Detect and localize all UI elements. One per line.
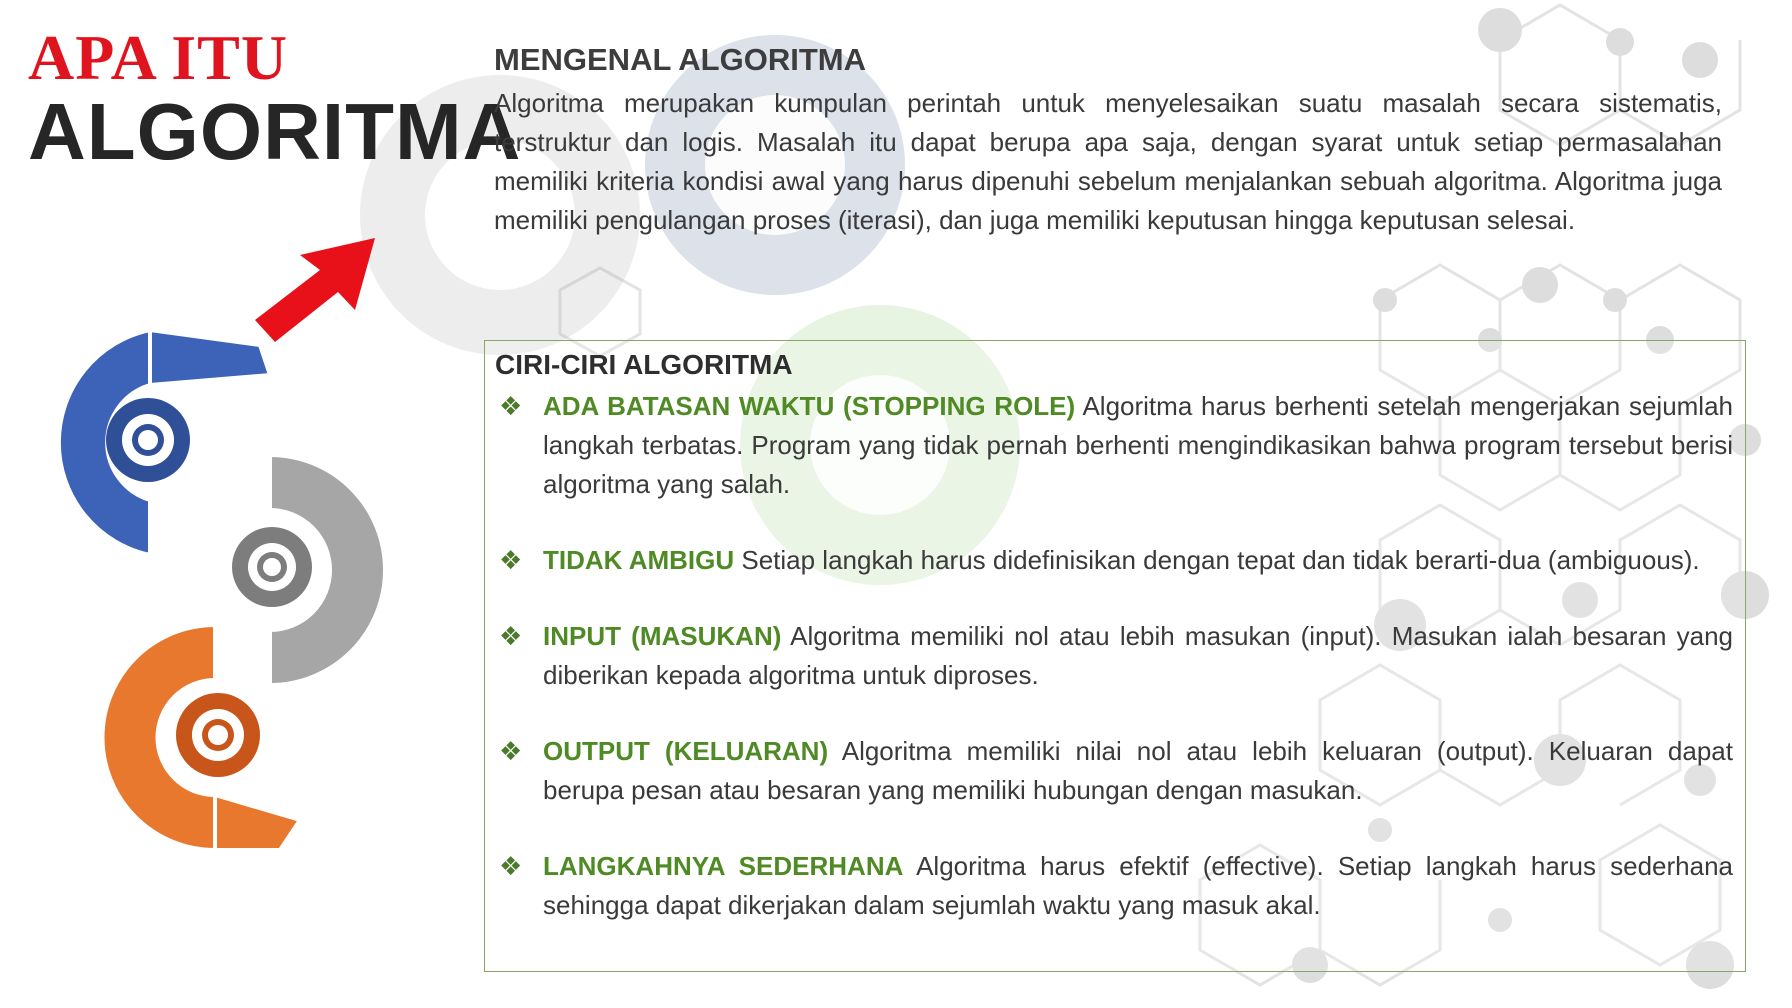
diamond-bullet-icon: ❖ — [499, 391, 523, 421]
intro-heading: MENGENAL ALGORITMA — [494, 42, 866, 77]
gear-orange-icon — [176, 693, 260, 777]
title-algoritma: ALGORITMA — [28, 87, 522, 176]
list-item — [495, 387, 1733, 504]
gear-gray-icon — [232, 527, 312, 607]
list-item — [495, 541, 1733, 580]
item-term: ADA BATASAN WAKTU (STOPPING ROLE) — [543, 391, 1076, 421]
list-item — [495, 732, 1733, 810]
item-term: TIDAK AMBIGU — [543, 545, 735, 575]
list-item — [495, 617, 1733, 695]
diamond-bullet-icon: ❖ — [499, 545, 523, 575]
item-term: LANGKAHNYA SEDERHANA — [543, 851, 904, 881]
intro-paragraph: Algoritma merupakan kumpulan perintah untuk menyelesaikan suatu masalah secara sistematis, terstruktur dan logis. Masalah itu dapat berupa apa saja, dengan syarat untuk setiap permasalahan memiliki kriteria kondisi awal yang harus dipenuhi sebelum menjalankan sebuah algoritma. Algoritma juga memiliki pengulangan proses (iterasi), dan juga memiliki keputusan hingga keputusan selesai. — [494, 88, 1722, 235]
ciri-list — [495, 387, 1733, 925]
title-apa-itu: APA ITU — [28, 22, 289, 93]
orange-arc-tail — [215, 795, 300, 850]
diamond-bullet-icon: ❖ — [499, 736, 523, 766]
gear-blue-icon — [106, 398, 190, 482]
item-term: INPUT (MASUKAN) — [543, 621, 782, 651]
item-description: Algoritma memiliki nol atau lebih masukan (input). Masukan ialah besaran yang diberikan kepada algoritma untuk diproses. — [543, 621, 1733, 690]
item-description: Algoritma memiliki nilai nol atau lebih keluaran (output). Keluaran dapat berupa pesan atau besaran yang memiliki hubungan dengan masukan. — [543, 736, 1733, 805]
item-description: Setiap langkah harus didefinisikan dengan tepat dan tidak berarti-dua (ambiguous). — [734, 545, 1700, 575]
blue-arc-top — [150, 330, 270, 385]
item-description: Algoritma harus berhenti setelah mengerjakan sejumlah langkah terbatas. Program yang tidak pernah berhenti mengindikasikan bahwa program tersebut berisi algoritma yang salah. — [543, 391, 1734, 499]
intro-section — [494, 42, 1722, 240]
item-description: Algoritma harus efektif (effective). Setiap langkah harus sederhana sehingga dapat dikerjakan dalam sejumlah waktu yang masuk akal. — [543, 851, 1734, 920]
diamond-bullet-icon: ❖ — [499, 621, 523, 651]
diamond-bullet-icon: ❖ — [499, 851, 523, 881]
process-illustration — [59, 238, 385, 850]
arrow-up-right-icon — [255, 238, 375, 342]
item-term: OUTPUT (KELUARAN) — [543, 736, 829, 766]
list-item — [495, 847, 1733, 925]
ciri-heading: CIRI-CIRI ALGORITMA — [495, 349, 793, 380]
ciri-ciri-box — [484, 340, 1746, 972]
